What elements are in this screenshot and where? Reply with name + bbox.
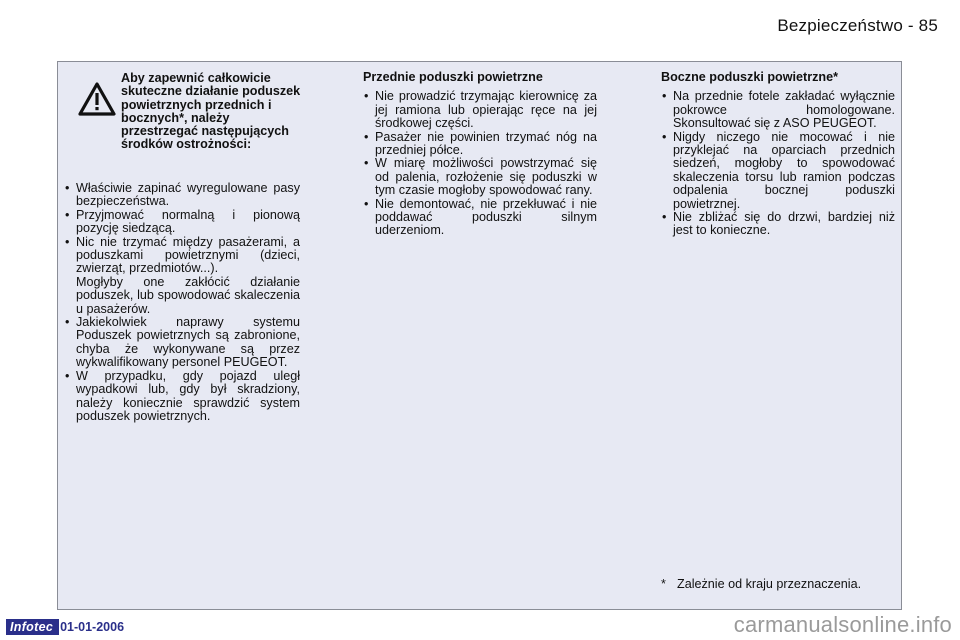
side-airbags-list xyxy=(661,90,895,237)
list-item-continuation: Mogłyby one zakłócić działanie poduszek, lub spowodować skaleczenia u pasażerów. xyxy=(76,274,300,316)
warning-block xyxy=(64,72,300,182)
list-item: • Nic nie trzymać między pasażerami, a poduszkami powietrznymi (dzieci, zwierząt, przedmiotów...). xyxy=(64,236,300,276)
footnote-text: Zależnie od kraju przeznaczenia. xyxy=(677,577,862,591)
side-airbags-title: Boczne poduszki powietrzne* xyxy=(661,70,839,84)
list-item: • Jakiekolwiek naprawy systemu Poduszek powietrznych są zabronione, chyba że wykonywane są przez wykwalifikowany personel PEUGEOT. xyxy=(64,316,300,370)
front-airbags-title: Przednie poduszki powietrzne xyxy=(363,70,543,84)
front-airbags-list xyxy=(363,90,597,237)
list-item: • Nie zbliżać się do drzwi, bardziej niż jest to konieczne. xyxy=(661,211,895,238)
list-item: • Nie demontować, nie przekłuwać i nie poddawać poduszki silnym uderzeniom. xyxy=(363,198,597,238)
list-item: • Przyjmować normalną i pionową pozycję siedzącą. xyxy=(64,209,300,236)
column-front-airbags xyxy=(363,71,597,238)
warning-title: Aby zapewnić całkowicie skuteczne działanie poduszek powietrznych przednich i bocznych*, należy przestrzegać następujących środków ostrożności: xyxy=(121,71,301,152)
column-side-airbags xyxy=(661,71,895,238)
precautions-list-continued xyxy=(64,316,300,423)
infotec-logo: Infotec xyxy=(6,619,59,635)
column-precautions xyxy=(64,72,300,423)
watermark: carmanualsonline.info xyxy=(733,612,952,637)
list-item: • W przypadku, gdy pojazd uległ wypadkowi lub, gdy był skradziony, należy koniecznie sprawdzić system poduszek powietrznych. xyxy=(64,370,300,424)
list-item: • Właściwie zapinać wyregulowane pasy bezpieczeństwa. xyxy=(64,182,300,209)
footer-date: 01-01-2006 xyxy=(60,620,125,634)
footnote-marker: * xyxy=(661,577,666,591)
page-header: Bezpieczeństwo - 85 xyxy=(777,16,938,35)
list-item: • Nigdy niczego nie mocować i nie przyklejać na oparciach przednich siedzeń, mogłoby to spowodować skaleczenia torsu lub ramion podczas odpalenia bocznej poduszki powietrznej. xyxy=(661,131,895,211)
safety-panel xyxy=(57,61,902,610)
precautions-list xyxy=(64,182,300,276)
warning-triangle-icon xyxy=(78,82,116,116)
list-item: • Pasażer nie powinien trzymać nóg na przedniej półce. xyxy=(363,131,597,158)
list-item: • W miarę możliwości powstrzymać się od palenia, rozłożenie się poduszki w tym czasie mogłoby spowodować rany. xyxy=(363,157,597,197)
footnote xyxy=(661,578,895,591)
list-item: • Nie prowadzić trzymając kierownicę za jej ramiona lub opierając ręce na jej środkowej części. xyxy=(363,90,597,130)
list-item: • Na przednie fotele zakładać wyłącznie pokrowce homologowane. Skonsultować się z ASO PEUGEOT. xyxy=(661,90,895,130)
page-footer xyxy=(6,619,124,635)
